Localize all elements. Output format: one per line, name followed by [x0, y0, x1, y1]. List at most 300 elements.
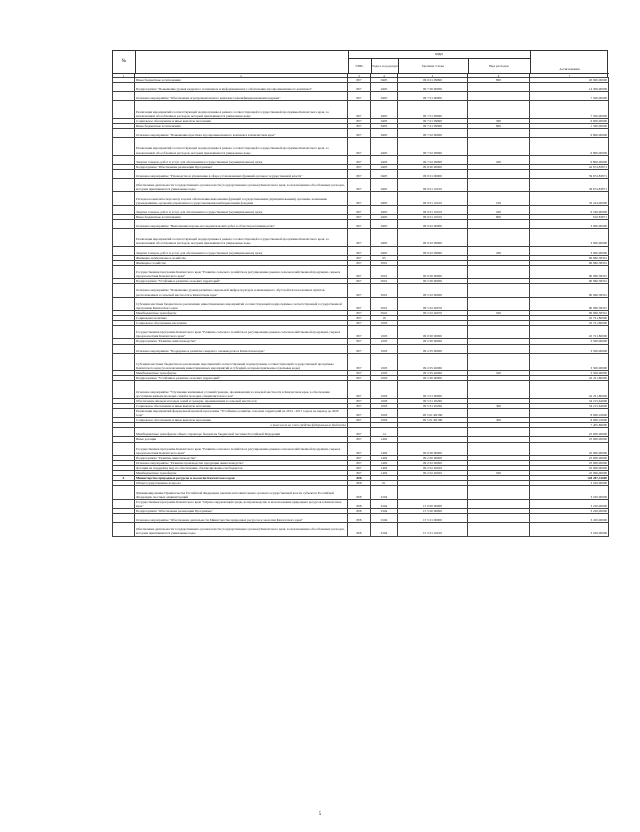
- header-index-4: 4: [371, 73, 398, 78]
- row-allocation: 90 960,38301: [530, 310, 609, 315]
- row-number: [113, 192, 135, 205]
- row-grbs: 808: [348, 514, 371, 523]
- row-name: Государственная программа Камчатского края "Развитие сельского хозяйства и регулирование рынков сельскохозяйственной продукции, сырья и продовольствия Камчатского края": [135, 265, 348, 278]
- header-allocations: Ассигнования: [559, 67, 580, 71]
- header-index-3: 3: [348, 73, 371, 78]
- header-index-2: 2: [135, 73, 348, 78]
- row-target-article: 09 9 01 10010: [398, 205, 468, 214]
- row-grbs: 807: [348, 229, 371, 246]
- table-row: [113, 138, 609, 155]
- row-name: Жилищно-коммунальное хозяйство: [135, 255, 348, 260]
- row-name: Реализация мероприятий соответствующей подпрограммы в рамках соответствующей государственной программы Камчатского края, за исключением обособленных расходов, которым присваиваются уникальные коды: [135, 101, 348, 118]
- row-number: [113, 381, 135, 398]
- row-number: [113, 205, 135, 214]
- row-target-article: 09 7 01 00000: [398, 92, 468, 101]
- row-expense-type: 200: [468, 246, 530, 255]
- row-grbs: 807: [348, 255, 371, 260]
- row-target-article: 09 9 00 00000: [398, 164, 468, 169]
- row-number: [113, 428, 135, 437]
- row-allocation: 25 000,00000: [530, 455, 609, 460]
- table-row: [113, 192, 609, 205]
- row-grbs: 807: [348, 466, 371, 471]
- row-name: Подпрограмма "Обеспечение реализации Программы": [135, 508, 348, 513]
- row-name: Закупка товаров, работ и услуг для обеспечения государственных (муниципальных) нужд: [135, 205, 348, 214]
- row-target-article: 09 0 00 00000: [398, 442, 468, 455]
- row-number: [113, 92, 135, 101]
- row-name: Министерство природных ресурсов и экологии Камчатского края: [135, 476, 348, 481]
- row-razdel: 0405: [371, 179, 398, 192]
- row-allocation: 25 000,00000: [530, 460, 609, 465]
- row-allocation: 3 220,00000: [530, 508, 609, 513]
- row-target-article: 15 5 00 00000: [398, 508, 468, 513]
- row-expense-type: [468, 229, 530, 246]
- row-allocation: 7 500,00000: [530, 101, 609, 118]
- row-grbs: 807: [348, 371, 371, 376]
- row-target-article: 09 7 02 09990: [398, 138, 468, 155]
- row-allocation: 3 000,00000: [530, 229, 609, 246]
- row-razdel: 0501: [371, 279, 398, 284]
- row-name: Государственная программа Камчатского края "Охрана окружающей среды, воспроизводство и использование природных ресурсов в Камчатском крае": [135, 499, 348, 508]
- row-razdel: 1003: [371, 326, 398, 339]
- row-grbs: 808: [348, 499, 371, 508]
- row-grbs: 807: [348, 316, 371, 321]
- table-row: [113, 381, 609, 398]
- row-allocation: 1 500,00000: [530, 123, 609, 128]
- row-grbs: 807: [348, 297, 371, 310]
- row-target-article: 09 2 02 40020: [398, 471, 468, 476]
- row-razdel: 1003: [371, 398, 398, 403]
- row-grbs: 807: [348, 460, 371, 465]
- row-allocation: 34 215,64000: [530, 398, 609, 403]
- row-target-article: 09 5 02 40670: [398, 310, 468, 315]
- row-allocation: 39 674,83871: [530, 169, 609, 178]
- header-expense-type: Вид расходов: [468, 58, 531, 73]
- row-number: [113, 179, 135, 192]
- row-grbs: 808: [348, 508, 371, 513]
- row-allocation: 25 000,00000: [530, 471, 609, 476]
- header-index-7: 7: [530, 73, 609, 78]
- row-razdel: 0501: [371, 265, 398, 278]
- row-razdel: 1402: [371, 460, 398, 465]
- row-name: Иные бюджетные ассигнования: [135, 78, 348, 83]
- row-name: Основное мероприятие "Обеспечение деятельности Министерства природных ресурсов и экологии Камчатского края": [135, 514, 348, 523]
- header-codes-title: коды: [348, 51, 531, 59]
- row-grbs: 807: [348, 129, 371, 138]
- row-name: Закупка товаров, работ и услуг для обеспечения государственных (муниципальных) нужд: [135, 155, 348, 164]
- row-target-article: 09 2 05 40060: [398, 353, 468, 370]
- row-expense-type: [468, 514, 530, 523]
- row-name: Субсидии местным бюджетам на реализацию мероприятий соответствующей подпрограммы соответствующей государственной программы Камчатского края (за исключением инвестиционных мероприятий и субсидий, которым присвоены отдельные коды): [135, 353, 348, 370]
- row-grbs: 807: [348, 219, 371, 228]
- row-target-article: 09 2 02 00000: [398, 460, 468, 465]
- row-razdel: 14: [371, 428, 398, 437]
- row-expense-type: [468, 92, 530, 101]
- header-index-5: 5: [398, 73, 468, 78]
- row-name: Обеспечение деятельности государственных органов власти (государственных органов) Камчатского края, за исключением обособленных расходов, которым присваиваются уникальные коды: [135, 179, 348, 192]
- row-grbs: 807: [348, 101, 371, 118]
- table-row: [113, 326, 609, 339]
- row-razdel: 1003: [371, 344, 398, 353]
- row-target-article: 09 5 01 00000: [398, 381, 468, 398]
- row-expense-type: 500: [468, 471, 530, 476]
- row-razdel: 0405: [371, 219, 398, 228]
- row-number: [113, 486, 135, 499]
- row-name: Основное мероприятие "Повышение уровня развития социальной инфраструктуры и инженерного обустройства населенных пунктов, расположенных в сельской местности в Камчатском крае": [135, 284, 348, 297]
- row-razdel: 0405: [371, 101, 398, 118]
- row-name: Межбюджетные трансферты общего характера бюджетам бюджетной системы Российской Федерации: [135, 428, 348, 437]
- row-number: [113, 353, 135, 370]
- row-expense-type: 300: [468, 118, 530, 123]
- row-allocation: 7 500,00000: [530, 92, 609, 101]
- row-grbs: 807: [348, 310, 371, 315]
- row-target-article: 09 7 01 09990: [398, 123, 468, 128]
- row-name: Закупка товаров, работ и услуг для обеспечения государственных (муниципальных) нужд: [135, 246, 348, 255]
- row-name: Основное мероприятие "Улучшение жилищных условий граждан, проживающих в сельской местности в Камчатском крае, в обеспечение доступным жильем молодых семей и молодых специалистов на селе": [135, 381, 348, 398]
- row-expense-type: 300: [468, 403, 530, 408]
- row-grbs: 807: [348, 78, 371, 83]
- table-row: [113, 514, 609, 523]
- row-number: [113, 499, 135, 508]
- row-allocation: 90 960,38301: [530, 265, 609, 278]
- row-number: [113, 138, 135, 155]
- row-razdel: 0405: [371, 123, 398, 128]
- row-expense-type: [468, 486, 530, 499]
- row-grbs: 807: [348, 279, 371, 284]
- row-allocation: 3 500,00000: [530, 353, 609, 370]
- row-razdel: 0405: [371, 129, 398, 138]
- row-allocation: 7 405,86000: [530, 423, 609, 428]
- row-razdel: 0501: [371, 284, 398, 297]
- row-razdel: 0405: [371, 138, 398, 155]
- row-expense-type: [468, 523, 530, 536]
- row-expense-type: 800: [468, 214, 530, 219]
- row-target-article: 09 2 05 40060: [398, 371, 468, 376]
- row-razdel: 0405: [371, 164, 398, 169]
- row-target-article: 09 5 00 00000: [398, 279, 468, 284]
- row-name: Иные дотации: [135, 437, 348, 442]
- row-target-article: 09 9 01 00000: [398, 169, 468, 178]
- row-allocation: 25 000,00000: [530, 428, 609, 437]
- row-allocation: 42 674,83871: [530, 164, 609, 169]
- header-grbs: ГРБС: [348, 58, 372, 73]
- row-number: [113, 83, 135, 92]
- header-name: [135, 51, 349, 73]
- row-name: Реализация мероприятий соответствующей подпрограммы в рамках соответствующей государственной программы Камчатского края, за исключением обособленных расходов, которым присваиваются уникальные коды: [135, 138, 348, 155]
- row-razdel: 0405: [371, 205, 398, 214]
- row-grbs: 807: [348, 381, 371, 398]
- row-number: [113, 297, 135, 310]
- table-row: [113, 499, 609, 508]
- row-razdel: 0501: [371, 297, 398, 310]
- row-grbs: 807: [348, 138, 371, 155]
- header-target-article: Целевая статья: [398, 58, 469, 73]
- row-allocation: 45 721,80000: [530, 316, 609, 321]
- row-target-article: 09 9 02 00000: [398, 219, 468, 228]
- row-allocation: 32 224,00000: [530, 192, 609, 205]
- row-expense-type: [468, 284, 530, 297]
- row-name: Государственная программа Камчатского края "Развитие сельского хозяйства и регулирование рынков сельскохозяйственной продукции, сырья и продовольствия Камчатского края": [135, 442, 348, 455]
- row-grbs: 807: [348, 339, 371, 344]
- row-name: Расходы на выплаты персоналу в целях обеспечения выполнения функций государственными (муниципальными) органами, казенными учреждениями, органами управления государственными внебюджетными фондами: [135, 192, 348, 205]
- row-name: Социальное обеспечение и иные выплаты населению: [135, 118, 348, 123]
- row-target-article: 09 5 01 R0180: [398, 408, 468, 417]
- row-expense-type: [468, 169, 530, 178]
- row-target-article: 09 7 01 09990: [398, 101, 468, 118]
- budget-table-sheet: [112, 50, 608, 537]
- row-allocation: 14 300,00000: [530, 83, 609, 92]
- row-name: Обеспечение жильем молодых семей и граждан, проживающих в сельской местности: [135, 398, 348, 403]
- row-target-article: 09 2 02 40020: [398, 466, 468, 471]
- row-expense-type: 200: [468, 155, 530, 164]
- row-name: Дотации на поддержку мер по обеспечению сбалансированности бюджетов: [135, 466, 348, 471]
- row-number: [113, 129, 135, 138]
- row-allocation: 90 960,38301: [530, 279, 609, 284]
- row-name: Подпрограмма "Устойчивое развитие сельских территорий": [135, 376, 348, 381]
- table-row: [113, 408, 609, 417]
- row-expense-type: [468, 381, 530, 398]
- row-number: [113, 169, 135, 178]
- row-razdel: 0501: [371, 310, 398, 315]
- row-grbs: 807: [348, 326, 371, 339]
- table-row: [113, 179, 609, 192]
- row-number: [113, 442, 135, 455]
- page-number: 5: [318, 812, 322, 817]
- row-target-article: 15 0 00 00000: [398, 499, 468, 508]
- row-name: Иные бюджетные ассигнования: [135, 123, 348, 128]
- row-target-article: 09 5 01 20260: [398, 403, 468, 408]
- row-name: Межбюджетные трансферты: [135, 371, 348, 376]
- row-name: Основное мероприятие "Выполнение научно-исследовательских работ в области растениеводства": [135, 219, 348, 228]
- row-grbs: 807: [348, 192, 371, 205]
- row-allocation: 3 220,00000: [530, 523, 609, 536]
- row-expense-type: 300: [468, 418, 530, 423]
- row-name: Социальное обеспечение и иные выплаты населению: [135, 418, 348, 423]
- row-target-article: 15 5 01 00000: [398, 514, 468, 523]
- row-name: Жилищное хозяйство: [135, 260, 348, 265]
- row-grbs: 808: [348, 476, 371, 481]
- row-grbs: 807: [348, 214, 371, 219]
- row-name: Подпрограмма "Развитие животноводства": [135, 455, 348, 460]
- row-target-article: [398, 486, 468, 499]
- row-expense-type: [468, 499, 530, 508]
- table-row: [113, 129, 609, 138]
- row-grbs: 807: [348, 455, 371, 460]
- row-razdel: 0405: [371, 246, 398, 255]
- row-allocation: 6 800,00000: [530, 129, 609, 138]
- row-expense-type: [468, 408, 530, 417]
- row-razdel: 1003: [371, 321, 398, 326]
- row-name: Иные бюджетные ассигнования: [135, 214, 348, 219]
- row-name: Подпрограмма "Повышение уровня кадрового потенциала и информационного обеспечения агропромышленного комплекса": [135, 83, 348, 92]
- table-row: [113, 428, 609, 437]
- row-razdel: 05: [371, 255, 398, 260]
- row-target-article: 09 0 00 00000: [398, 326, 468, 339]
- row-grbs: 807: [348, 179, 371, 192]
- row-razdel: 1003: [371, 371, 398, 376]
- table-row: [113, 486, 609, 499]
- row-razdel: 10: [371, 316, 398, 321]
- row-allocation: 6 800,00000: [530, 138, 609, 155]
- row-target-article: 15 5 01 10010: [398, 523, 468, 536]
- header-number: №: [113, 51, 136, 73]
- row-expense-type: [468, 219, 530, 228]
- row-allocation: 45 721,80000: [530, 326, 609, 339]
- table-row: [113, 442, 609, 455]
- row-allocation: 90 960,38301: [530, 260, 609, 265]
- row-razdel: 0104: [371, 486, 398, 499]
- row-target-article: 09 9 02 09990: [398, 246, 468, 255]
- row-allocation: 45 721,80000: [530, 321, 609, 326]
- row-expense-type: [468, 129, 530, 138]
- row-razdel: 0405: [371, 192, 398, 205]
- row-grbs: 807: [348, 376, 371, 381]
- row-expense-type: [468, 179, 530, 192]
- row-allocation: 3 000,00000: [530, 219, 609, 228]
- row-name: Основное мероприятие "Руководство и управление в сфере установленных функций органов государственной власти": [135, 169, 348, 178]
- row-allocation: 3 220,00000: [530, 499, 609, 508]
- row-grbs: 807: [348, 471, 371, 476]
- table-row: [113, 83, 609, 92]
- row-razdel: 1003: [371, 418, 398, 423]
- row-name: Социальная политика: [135, 316, 348, 321]
- row-allocation: 90 960,38301: [530, 284, 609, 297]
- row-razdel: 1402: [371, 437, 398, 442]
- row-name: Межбюджетные трансферты: [135, 310, 348, 315]
- row-razdel: 0501: [371, 260, 398, 265]
- table-row: [113, 169, 609, 178]
- row-target-article: 09 5 02 00000: [398, 284, 468, 297]
- row-razdel: 0104: [371, 523, 398, 536]
- row-grbs: 807: [348, 321, 371, 326]
- row-number: 6: [113, 476, 135, 481]
- row-grbs: 808: [348, 486, 371, 499]
- row-grbs: 807: [348, 123, 371, 128]
- table-row: [113, 92, 609, 101]
- row-expense-type: 500: [468, 310, 530, 315]
- row-grbs: 807: [348, 155, 371, 164]
- row-allocation: 39 674,83871: [530, 179, 609, 192]
- row-name: Подпрограмма "Развитие животноводства": [135, 339, 348, 344]
- row-allocation: 3 220,00000: [530, 514, 609, 523]
- row-allocation: 3 220,00000: [530, 481, 609, 486]
- row-expense-type: 500: [468, 371, 530, 376]
- row-allocation: 128 287,33000: [530, 476, 609, 481]
- row-grbs: 807: [348, 408, 371, 417]
- row-target-article: 09 9 01 10010: [398, 192, 468, 205]
- row-target-article: 09 2 00 00000: [398, 339, 468, 344]
- row-allocation: 6 000,00000: [530, 118, 609, 123]
- table-row: [113, 246, 609, 255]
- row-expense-type: [468, 442, 530, 455]
- row-name: Субсидии местным бюджетам на реализацию инвестиционных мероприятий соответствующей подпрограммы соответствующей государственной программы Камчатского края: [135, 297, 348, 310]
- row-target-article: 09 2 05 00000: [398, 344, 468, 353]
- row-allocation: 42 221,80000: [530, 381, 609, 398]
- row-target-article: 09 9 01 10010: [398, 179, 468, 192]
- row-name: Подпрограмма "Обеспечение реализации Программы": [135, 164, 348, 169]
- table-row: [113, 344, 609, 353]
- row-expense-type: [468, 138, 530, 155]
- row-allocation: 3 500,00000: [530, 339, 609, 344]
- row-razdel: 1003: [371, 403, 398, 408]
- row-allocation: 90 960,38301: [530, 297, 609, 310]
- row-grbs: 807: [348, 403, 371, 408]
- row-target-article: 09 9 01 10010: [398, 214, 468, 219]
- row-grbs: 808: [348, 523, 371, 536]
- row-razdel: 0405: [371, 78, 398, 83]
- row-name: Основное мероприятие "Повышение престижа агропромышленного комплекса в Камчатском крае": [135, 129, 348, 138]
- row-allocation: 6 540,00000: [530, 205, 609, 214]
- row-target-article: 09 9 02 09990: [398, 229, 468, 246]
- row-allocation: 25 000,00000: [530, 466, 609, 471]
- row-expense-type: 100: [468, 192, 530, 205]
- table-header: [112, 50, 608, 77]
- row-target-article: 09 5 02 40670: [398, 297, 468, 310]
- row-grbs: 807: [348, 205, 371, 214]
- header-index-1: 1: [113, 73, 135, 78]
- table-row: [113, 297, 609, 310]
- row-expense-type: 800: [468, 123, 530, 128]
- row-expense-type: [468, 353, 530, 370]
- row-grbs: 807: [348, 437, 371, 442]
- table-row: [113, 229, 609, 246]
- row-expense-type: 200: [468, 205, 530, 214]
- row-grbs: 807: [348, 169, 371, 178]
- row-name: в том числе за счет средств федерального бюджета: [135, 423, 348, 428]
- row-razdel: 0405: [371, 83, 398, 92]
- row-razdel: 1402: [371, 442, 398, 455]
- row-razdel: 1402: [371, 455, 398, 460]
- row-expense-type: [468, 265, 530, 278]
- row-allocation: 3 000,00000: [530, 246, 609, 255]
- row-razdel: 1003: [371, 376, 398, 381]
- row-number: [113, 265, 135, 278]
- row-name: Основное мероприятие "Поддержка и развитие северного оленеводства в Камчатском крае": [135, 344, 348, 353]
- row-name: Общегосударственные вопросы: [135, 481, 348, 486]
- row-expense-type: [468, 101, 530, 118]
- row-target-article: [398, 428, 468, 437]
- row-grbs: 808: [348, 481, 371, 486]
- row-grbs: 807: [348, 344, 371, 353]
- row-target-article: 09 7 01 09990: [398, 118, 468, 123]
- row-razdel: 0104: [371, 508, 398, 513]
- row-number: [113, 344, 135, 353]
- row-grbs: 807: [348, 265, 371, 278]
- row-razdel: 1003: [371, 381, 398, 398]
- row-allocation: 25 000,00000: [530, 437, 609, 442]
- row-razdel: 0104: [371, 514, 398, 523]
- row-target-article: 09 5 01 R0180: [398, 418, 468, 423]
- row-razdel: 0405: [371, 92, 398, 101]
- row-grbs: 807: [348, 260, 371, 265]
- row-expense-type: [468, 297, 530, 310]
- row-razdel: 01: [371, 481, 398, 486]
- row-grbs: 807: [348, 284, 371, 297]
- row-allocation: 25 000,00000: [530, 442, 609, 455]
- row-grbs: 807: [348, 92, 371, 101]
- row-expense-type: [468, 83, 530, 92]
- row-grbs: 807: [348, 118, 371, 123]
- row-expense-type: [468, 428, 530, 437]
- row-target-article: 09 7 02 09990: [398, 155, 468, 164]
- row-expense-type: 800: [468, 78, 530, 83]
- row-target-article: 09 6 01 09990: [398, 78, 468, 83]
- row-name: Межбюджетные трансферты: [135, 471, 348, 476]
- table-row: [113, 353, 609, 370]
- row-razdel: 1003: [371, 408, 398, 417]
- row-allocation: 34 215,64000: [530, 403, 609, 408]
- table-row: [113, 155, 609, 164]
- row-target-article: 09 2 00 00000: [398, 455, 468, 460]
